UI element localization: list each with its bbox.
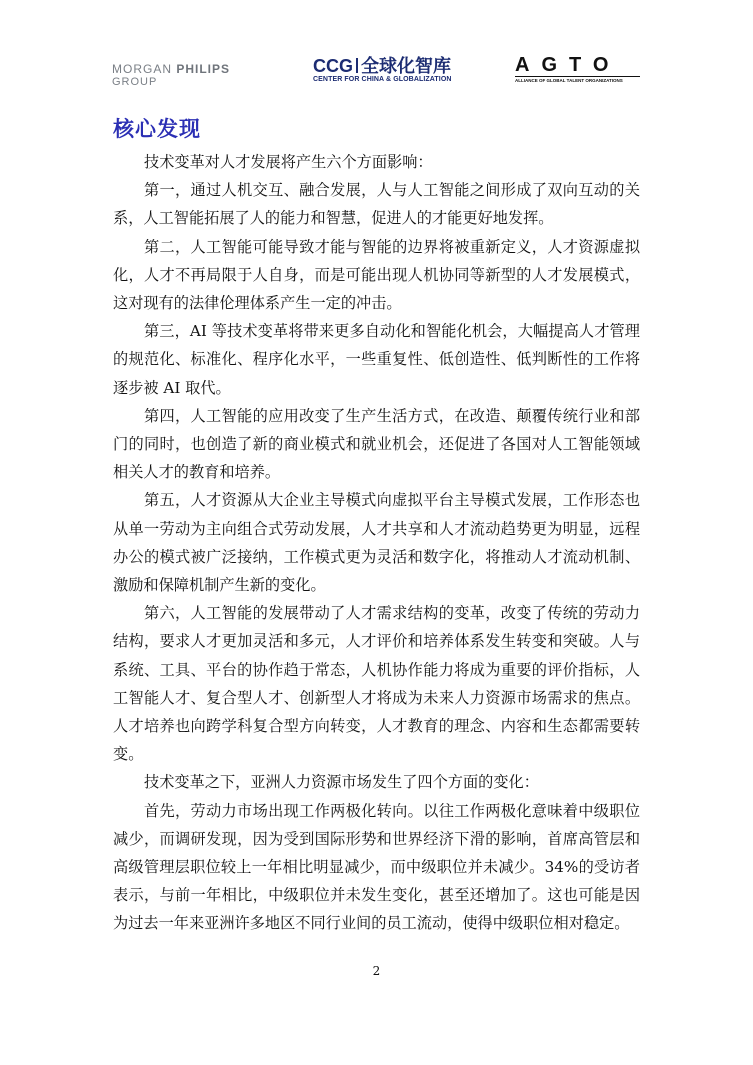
morgan-philips-logo [112, 63, 230, 88]
ccg-subtitle: CENTER FOR CHINA & GLOBALIZATION [313, 76, 452, 83]
agto-logo [515, 54, 640, 84]
paragraph: 第三，AI 等技术变革将带来更多自动化和智能化机会，大幅提高人才管理的规范化、标准化、程序化水平，一些重复性、低创造性、低判断性的工作将逐步被 AI 取代。 [113, 322, 640, 397]
page-header [0, 48, 753, 98]
section-title: 核心发现 [113, 117, 201, 141]
paragraph: 第六，人工智能的发展带动了人才需求结构的变革，改变了传统的劳动力结构，要求人才更加灵活和多元，人才评价和培养体系发生转变和突破。人与系统、工具、平台的协作趋于常态，人机协作能力将成为重要的评价指标，人工智能人才、复合型人才、创新型人才将成为未来人力资源市场需求的焦点。人才培养也向跨学科复合型方向转变，人才教育的理念、内容和生态都需要转变。 [113, 604, 640, 764]
philips-text: PHILIPS [176, 62, 231, 76]
paragraph: 第五，人才资源从大企业主导模式向虚拟平台主导模式发展，工作形态也从单一劳动为主向组合式劳动发展，人才共享和人才流动趋势更为明显，远程办公的模式被广泛接纳，工作模式更为灵活和数字化，将推动人才流动机制、激励和保障机制产生新的变化。 [113, 491, 640, 595]
paragraph: 第二，人工智能可能导致才能与智能的边界将被重新定义，人才资源虚拟化，人才不再局限于人自身，而是可能出现人机协同等新型的人才发展模式，这对现有的法律伦理体系产生一定的冲击。 [113, 237, 640, 313]
morgan-text: MORGAN [112, 62, 172, 76]
paragraph: 首先，劳动力市场出现工作两极化转向。以往工作两极化意味着中级职位减少，而调研发现，因为受到国际形势和世界经济下滑的影响，首席高管层和高级管理层职位较上一年相比明显减少，而中级职位并未减少。34%的受访者表示，与前一年相比，中级职位并未发生变化，甚至还增加了。这也可能是因为过去一年来亚洲许多地区不同行业间的员工流动，使得中级职位相对稳定。 [113, 801, 640, 933]
ccg-cn-name: 全球化智库 [361, 56, 451, 76]
ccg-divider [356, 58, 358, 73]
page-number: 2 [372, 964, 381, 978]
paragraph: 第一，通过人机交互、融合发展，人与人工智能之间形成了双向互动的关系，人工智能拓展了人的能力和智慧，促进人的才能更好地发挥。 [113, 181, 640, 228]
agto-subtitle: ALLIANCE OF GLOBAL TALENT ORGANIZATIONS [515, 76, 640, 84]
group-text: GROUP [112, 76, 158, 88]
paragraph: 第四，人工智能的应用改变了生产生活方式，在改造、颠覆传统行业和部门的同时，也创造了新的商业模式和就业机会，还促进了各国对人工智能领域相关人才的教育和培养。 [113, 406, 640, 482]
ccg-prefix: CCG [313, 56, 353, 76]
agto-letters: AGTO [515, 54, 621, 76]
paragraph: 技术变革之下，亚洲人力资源市场发生了四个方面的变化： [144, 773, 539, 792]
paragraph: 技术变革对人才发展将产生六个方面影响： [144, 153, 433, 171]
ccg-logo [313, 56, 452, 84]
body-text [113, 148, 640, 938]
